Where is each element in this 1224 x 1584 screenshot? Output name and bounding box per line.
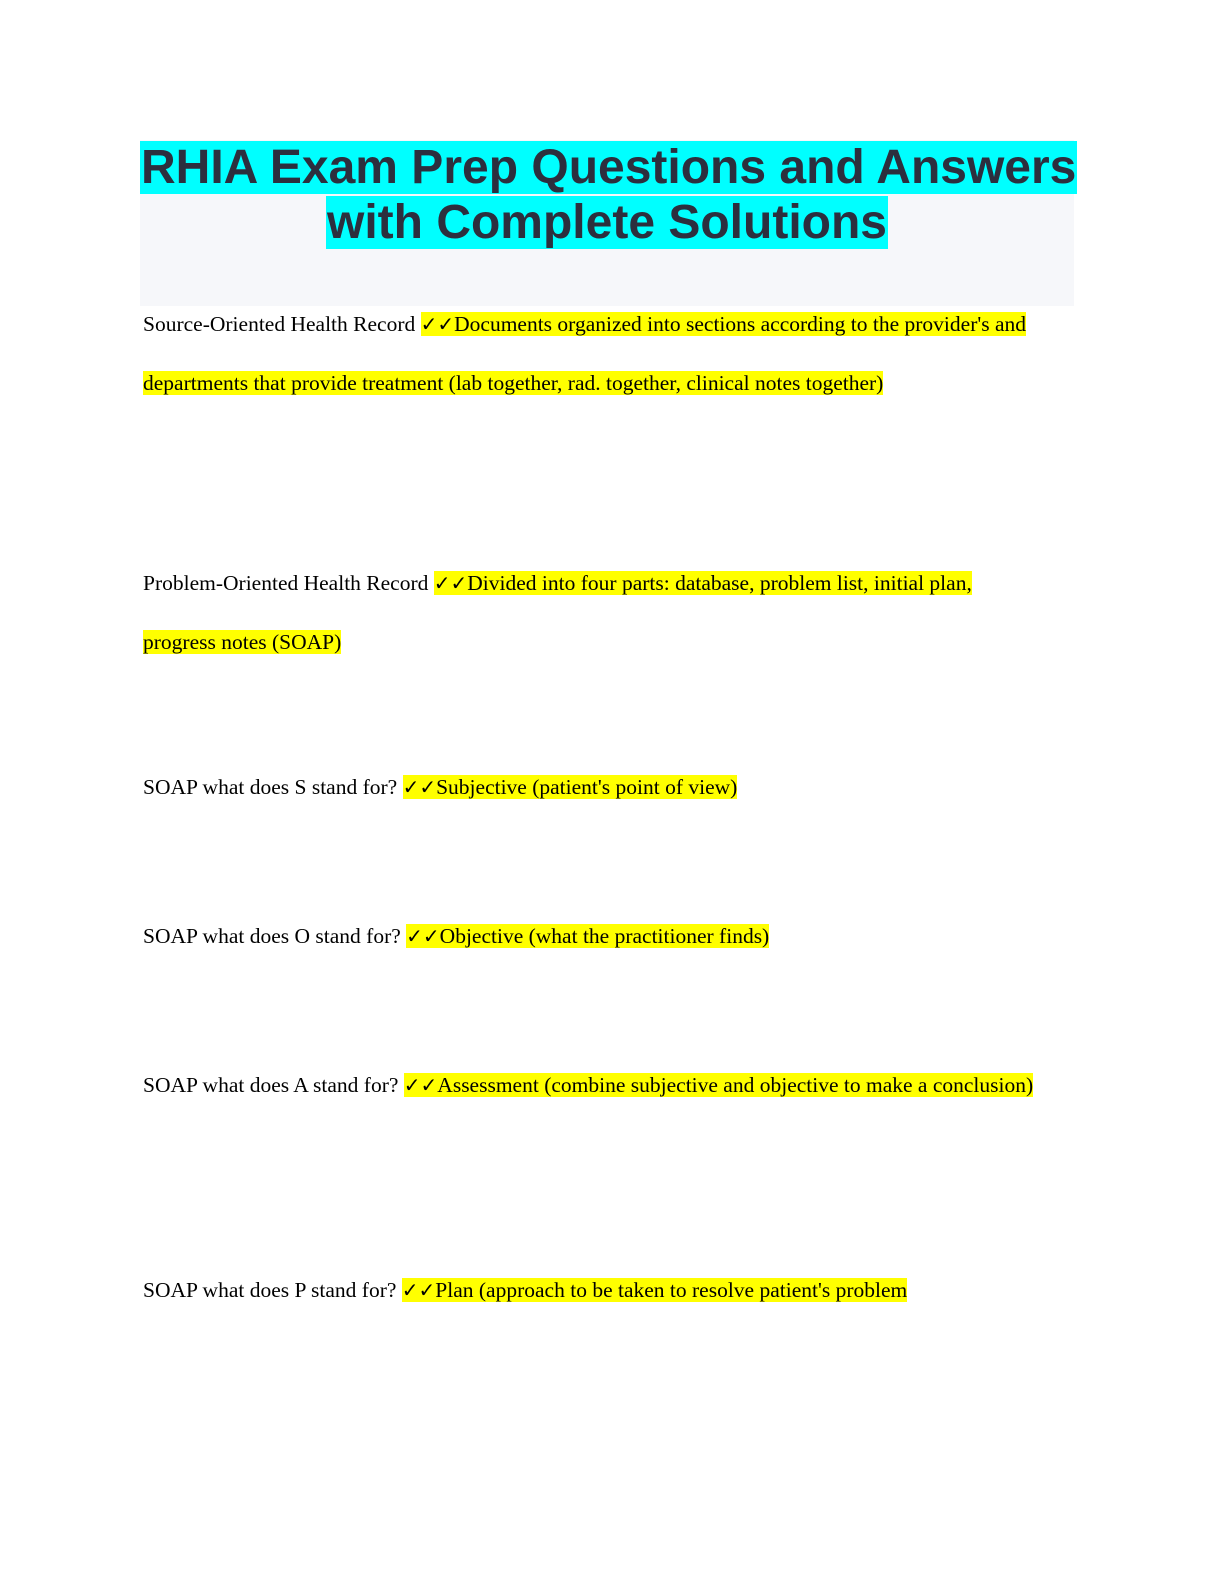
answer-text: Plan (approach to be taken to resolve patient's problem	[435, 1278, 908, 1302]
qa-item-4	[143, 907, 1043, 966]
answer-text: Subjective (patient's point of view)	[436, 775, 738, 799]
qa-item-5	[143, 1056, 1043, 1115]
qa-item-6	[143, 1261, 1043, 1320]
question-text: Problem-Oriented Health Record	[143, 571, 429, 595]
title-line-2-text: with Complete Solutions	[327, 196, 887, 249]
check-mark-icon: ✓✓	[402, 775, 437, 799]
check-mark-icon: ✓✓	[406, 924, 440, 948]
check-mark-icon: ✓✓	[403, 1073, 438, 1097]
question-text: SOAP what does A stand for?	[143, 1073, 399, 1097]
question-text: SOAP what does O stand for?	[143, 924, 401, 948]
title-line-1-text: RHIA Exam Prep Questions and Answers	[141, 141, 1077, 194]
answer-highlight	[402, 1278, 907, 1302]
answer-highlight	[406, 924, 769, 948]
qa-item-3	[143, 758, 1043, 817]
answer-highlight	[404, 1073, 1033, 1097]
question-text: SOAP what does S stand for?	[143, 775, 398, 799]
qa-item-1	[143, 295, 1043, 413]
check-mark-icon: ✓✓	[433, 571, 468, 595]
answer-highlight	[403, 775, 738, 799]
answer-text: Assessment (combine subjective and objective to make a conclusion)	[437, 1073, 1034, 1097]
title-line-1	[140, 140, 1077, 196]
question-text: SOAP what does P stand for?	[143, 1278, 397, 1302]
qa-item-2	[143, 554, 1043, 672]
answer-text: Objective (what the practitioner finds)	[439, 924, 770, 948]
check-mark-icon: ✓✓	[401, 1278, 436, 1302]
check-mark-icon: ✓✓	[420, 312, 455, 336]
question-text: Source-Oriented Health Record	[143, 312, 416, 336]
document-title	[140, 140, 1077, 306]
title-line-2	[140, 195, 1074, 251]
answer-text: Divided into four parts: database, problem list, initial plan, progress notes (SOAP)	[143, 571, 972, 654]
answer-text: Documents organized into sections according to the provider's and departments that provide treatment (lab together, rad. together, clinical notes together)	[143, 312, 1027, 395]
